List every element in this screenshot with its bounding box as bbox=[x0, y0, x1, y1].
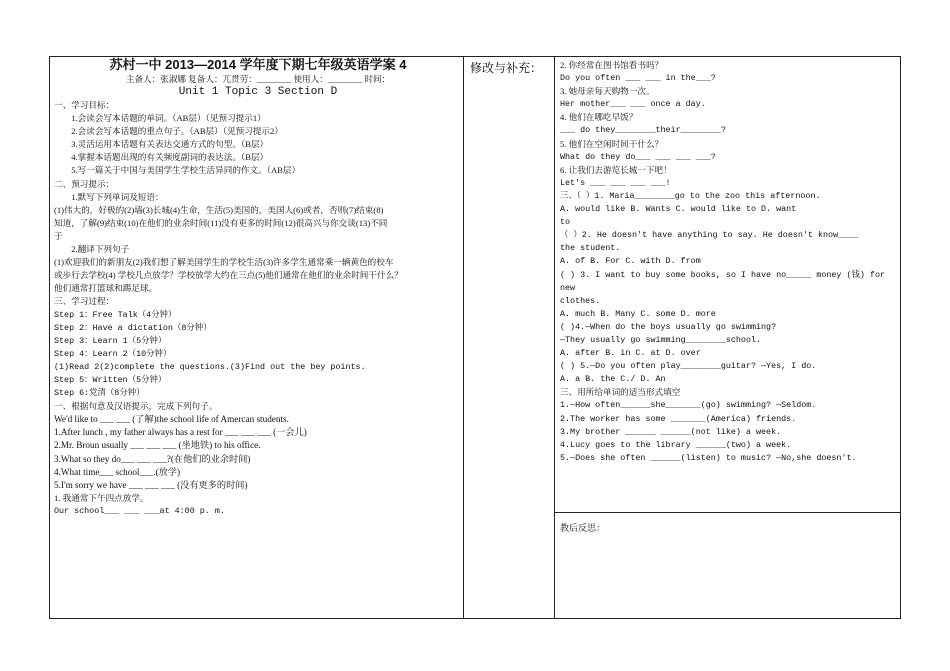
left-line: (1)Read 2(2)complete the questions.(3)Find out the bey points. bbox=[54, 361, 366, 372]
left-line: 1.默写下列单词及短语： bbox=[54, 191, 164, 202]
left-line: Step 2：Have a dictation（8分钟） bbox=[54, 322, 212, 333]
right-line: Let's ___ ___ ___ ___! bbox=[560, 177, 671, 188]
right-line: Her mother___ ___ once a day. bbox=[560, 99, 706, 110]
left-column bbox=[54, 57, 462, 518]
right-line: （ ）2. He doesn't have anything to say. He doesn't know____ bbox=[560, 230, 859, 241]
right-line: A. would like B. Wants C. would like to D. want bbox=[560, 204, 797, 215]
left-line: Step 6:党清（8分钟） bbox=[54, 388, 145, 399]
left-line: Step 4：Learn 2（10分钟） bbox=[54, 348, 172, 359]
left-line: 一、根据句意及汉语提示，完成下列句子。 bbox=[54, 401, 218, 412]
right-line: 4.Lucy goes to the library ______(two) a week. bbox=[560, 439, 792, 450]
right-line: new bbox=[560, 282, 576, 293]
left-content bbox=[54, 99, 462, 518]
left-line: 4.What time___ school___.(放学) bbox=[54, 466, 181, 477]
left-line: 或步行去学校(4) 学校几点放学？学校放学大约在三点(5)他们通常在他们的业余时间干什么？ bbox=[54, 270, 403, 281]
right-line: A. after B. in C. at D. over bbox=[560, 348, 701, 359]
left-line: 于 bbox=[54, 230, 63, 241]
left-line: We'd like to ___ ___ (了解)the school life of Amercan students. bbox=[54, 414, 289, 425]
unit-heading: Unit 1 Topic 3 Section D bbox=[178, 86, 338, 98]
left-line: 1.会读会写本话题的单词。（AB层）（见预习提示1） bbox=[54, 113, 266, 124]
column-divider-left bbox=[463, 57, 464, 618]
right-line: the student. bbox=[560, 243, 621, 254]
right-line: 2.The worker has some _______(America) friends. bbox=[560, 413, 797, 424]
right-line: 5.—Does she often ______(listen) to music? —No,she doesn't. bbox=[560, 452, 857, 463]
left-line: 4.掌握本话题出现的有关频度副词的表达法。（B层） bbox=[54, 152, 269, 163]
right-line: ___ do they________their________? bbox=[560, 125, 726, 136]
revision-label: 修改与补充： bbox=[470, 61, 543, 75]
right-line: ( ) 3. I want to buy some books, so I have no_____ money (钱) for bbox=[560, 269, 886, 280]
left-line: Step 1：Free Talk（4分钟） bbox=[54, 309, 177, 320]
left-line: 他们通常打篮球和踢足球。 bbox=[54, 283, 158, 294]
reflection-divider bbox=[554, 512, 900, 513]
left-line: 3.What so they do___ ___ ___?(在他们的业余时间) bbox=[54, 453, 251, 464]
right-line: 三、用所给单词的适当形式填空 bbox=[560, 387, 681, 398]
right-line: clothes. bbox=[560, 295, 601, 306]
right-line: 3. 她母亲每天购物一次。 bbox=[560, 86, 655, 97]
right-line: 三、（ ）1. Maria________go to the zoo this afternoon. bbox=[560, 190, 821, 201]
right-line: ( )4.—When do the boys usually go swimming? bbox=[560, 321, 777, 332]
left-line: 二、预习提示： bbox=[54, 178, 115, 189]
right-line: 4. 他们在哪吃早饭？ bbox=[560, 112, 638, 123]
left-line: Our school___ ___ ___at 4:00 p. m. bbox=[54, 505, 225, 516]
column-divider-right bbox=[554, 57, 555, 618]
left-line: 3.灵活运用本话题有关表达交通方式的句型。（B层） bbox=[54, 139, 269, 150]
reflection-label: 教后反思： bbox=[560, 523, 606, 533]
left-line: Step 3：Learn 1（5分钟） bbox=[54, 335, 167, 346]
worksheet-title: 苏村一中 2013—2014 学年度下期七年级英语学案 4 bbox=[109, 57, 407, 72]
right-line: 3.My brother ______ ______(not like) a week. bbox=[560, 426, 782, 437]
right-line: 2. 你经常在图书馆看书吗？ bbox=[560, 60, 664, 70]
left-line: 一、学习目标： bbox=[54, 100, 115, 110]
left-line: (1)伟大的，好极的(2)墙(3)长城(4)生命，生活(5)美国的，美国人(6)或者，否则(7)结束(8) bbox=[54, 204, 384, 215]
right-line: What do they do___ ___ ___ ___? bbox=[560, 151, 716, 162]
right-line: 6. 让我们去游览长城一下吧！ bbox=[560, 164, 672, 175]
right-line: A. much B. Many C. some D. more bbox=[560, 308, 716, 319]
left-line: 知道，了解(9)结束(10)在他们的业余时间(11)没有更多的时间(12)很高兴与你交谈(13)不同 bbox=[54, 217, 388, 228]
right-line: 5. 他们在空闲时间干什么？ bbox=[560, 138, 664, 149]
right-line: A. of B. For C. with D. from bbox=[560, 256, 701, 267]
left-line: 2.会读会写本话题的重点句子。（AB层）（见预习提示2） bbox=[54, 126, 283, 137]
left-line: 5.I'm sorry we have ___ ___ ___ (没有更多的时间) bbox=[54, 479, 248, 490]
left-line: 2.Mr. Broun usually ___ ___ ___ (坐地铁) to his office. bbox=[54, 440, 261, 451]
right-line: A. a B. the C./ D. An bbox=[560, 374, 666, 385]
left-line: (1)欢迎我们的新朋友(2)我们想了解美国学生的学校生活(3)许多学生通常乘一辆黄色的校车 bbox=[54, 257, 394, 268]
right-line: ( ) 5.—Do you often play________guitar? —Yes, I do. bbox=[560, 361, 817, 372]
right-line: 1.—How often______she_______(go) swimming? —Seldom. bbox=[560, 400, 817, 411]
worksheet-frame bbox=[49, 56, 901, 619]
left-line: 1. 我通常下午四点放学。 bbox=[54, 492, 149, 503]
left-line: 1.After lunch , my father always has a rest for ___ ___ ___ (一会儿) bbox=[54, 427, 307, 438]
right-line: to bbox=[560, 217, 571, 228]
left-line: 5.写一篇关于中国与美国学生学校生活异同的作文。（AB层） bbox=[54, 165, 301, 176]
right-line: —They usually go swimming________school. bbox=[560, 334, 762, 345]
right-column bbox=[560, 59, 898, 465]
left-line: Step 5：Written（5分钟） bbox=[54, 374, 167, 385]
right-line: Do you often ___ ___ in the___? bbox=[560, 73, 716, 84]
right-content bbox=[560, 59, 898, 465]
left-line: 2.翻译下列句子 bbox=[54, 244, 130, 255]
left-line: 三、学习过程： bbox=[54, 296, 115, 307]
worksheet-subtitle: 主备人：张淑娜 复备人：兀贯劳：________ 使用人：________ 时间： bbox=[125, 74, 391, 84]
